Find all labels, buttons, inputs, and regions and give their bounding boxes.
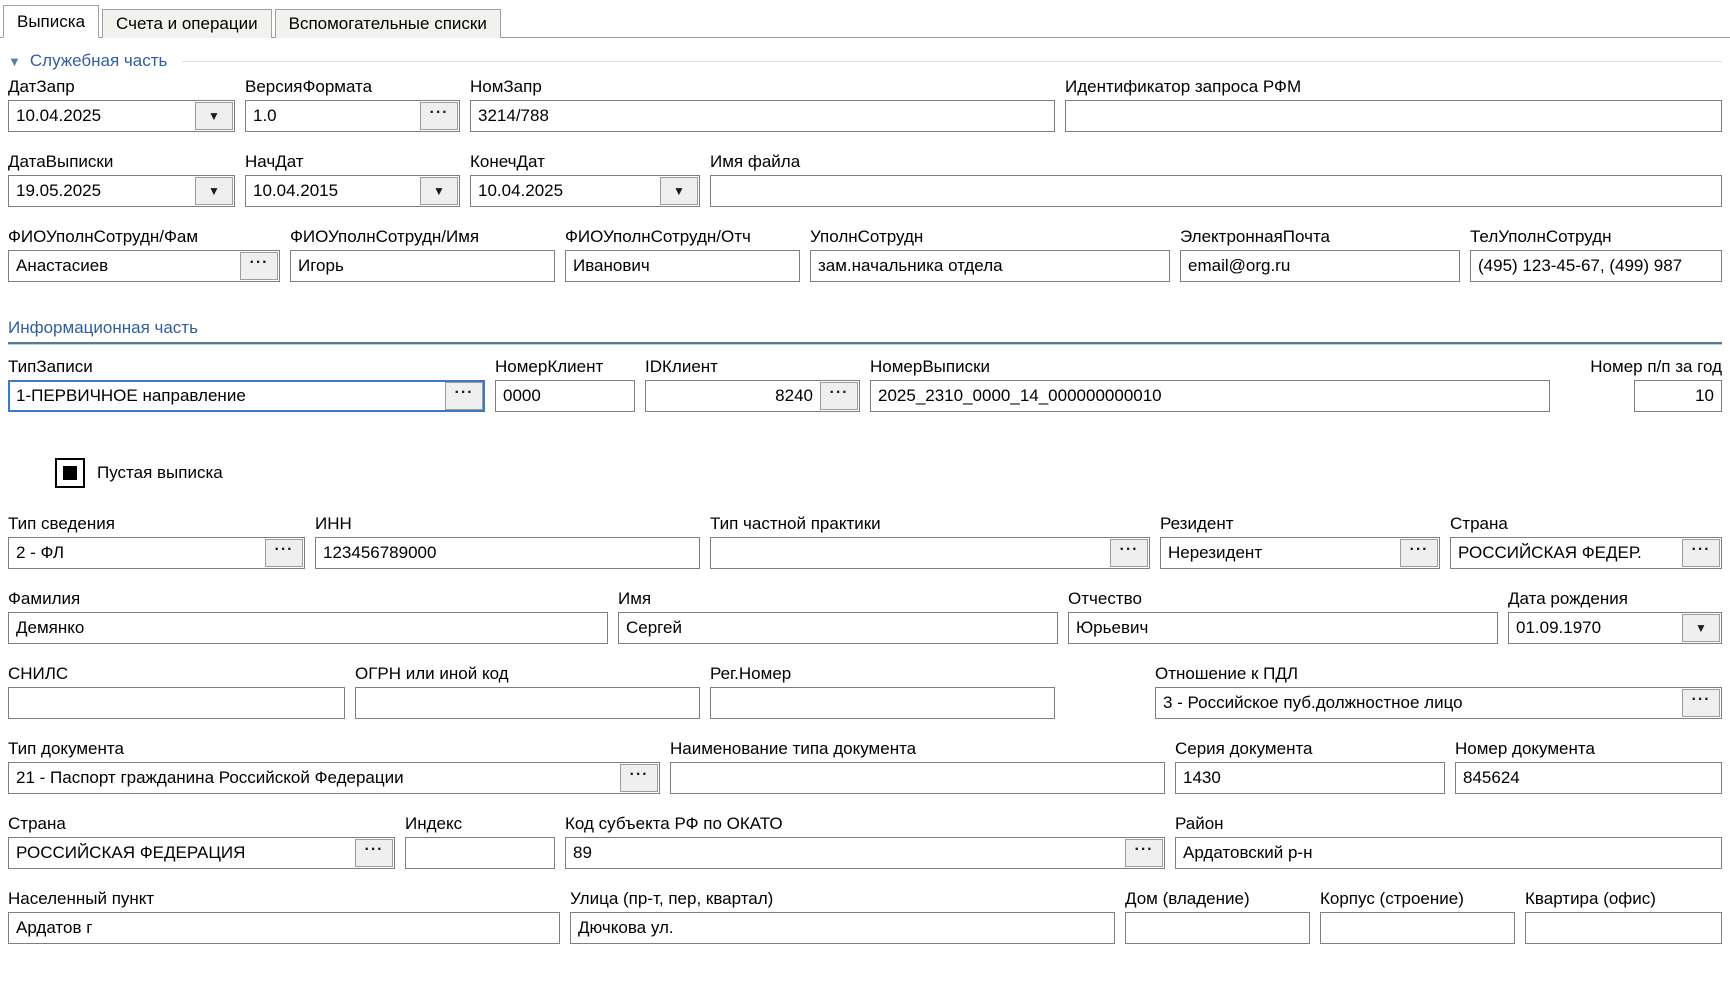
- seriya-dokumenta-input[interactable]: [1177, 764, 1443, 792]
- field-label: Идентификатор запроса РФМ: [1065, 77, 1302, 96]
- field-label: Имя файла: [710, 152, 801, 171]
- field-imya-faila: [710, 152, 1722, 207]
- ellipsis-icon: ···: [274, 541, 294, 558]
- ellipsis-icon: ···: [629, 766, 649, 783]
- snils-input[interactable]: [10, 689, 343, 717]
- ellipsis-icon: ···: [1134, 841, 1154, 858]
- ellipsis-icon: ···: [249, 254, 269, 271]
- konech-dat-combobox: [470, 175, 700, 207]
- okato-browse-button[interactable]: [1125, 839, 1163, 867]
- field-label: Дом (владение): [1125, 889, 1250, 908]
- tip-zapisi-picker: [8, 380, 485, 412]
- nom-zapr-textbox: [470, 100, 1055, 132]
- strana-fl-browse-button[interactable]: [1682, 539, 1720, 567]
- field-snils: [8, 664, 345, 719]
- field-label: Тип частной практики: [710, 514, 881, 533]
- section-header-info: [8, 318, 1722, 338]
- raion-textbox: [1175, 837, 1722, 869]
- tab-label: Вспомогательные списки: [288, 14, 487, 33]
- field-label: ИНН: [315, 514, 352, 533]
- data-rozhdeniya-dropdown-button[interactable]: [1682, 614, 1720, 642]
- identifikator-rfm-input[interactable]: [1067, 102, 1720, 130]
- ulitsa-textbox: [570, 912, 1115, 944]
- versiya-formata-picker: [245, 100, 460, 132]
- fio-fam-picker: [8, 250, 280, 282]
- form-row: [0, 357, 1730, 412]
- field-ulitsa: [570, 889, 1115, 944]
- pdl-picker: [1155, 687, 1722, 719]
- field-upoln-sotrudn: [810, 227, 1170, 282]
- data-rozhdeniya-combobox: [1508, 612, 1722, 644]
- ellipsis-icon: ···: [364, 841, 384, 858]
- field-data-rozhdeniya: [1508, 589, 1722, 644]
- fio-imya-textbox: [290, 250, 555, 282]
- field-email: [1180, 227, 1460, 282]
- tab-scheta-i-operacii[interactable]: [102, 9, 272, 38]
- id-klient-picker: [645, 380, 860, 412]
- kvartira-input[interactable]: [1527, 914, 1720, 942]
- dat-zapr-dropdown-button[interactable]: [195, 102, 233, 130]
- korpus-input[interactable]: [1322, 914, 1513, 942]
- field-kvartira: [1525, 889, 1722, 944]
- field-tip-zapisi: [8, 357, 485, 412]
- tip-praktiki-browse-button[interactable]: [1110, 539, 1148, 567]
- field-fio-fam: [8, 227, 280, 282]
- field-label: Наименование типа документа: [670, 739, 917, 758]
- field-label: Отношение к ПДЛ: [1155, 664, 1299, 683]
- field-label: Индекс: [405, 814, 463, 833]
- data-vypiski-dropdown-button[interactable]: [195, 177, 233, 205]
- tip-dokumenta-input[interactable]: [10, 764, 619, 792]
- pdl-input[interactable]: [1157, 689, 1681, 717]
- field-label: ОГРН или иной код: [355, 664, 509, 683]
- chevron-down-icon: ▼: [1695, 621, 1707, 635]
- strana-adr-picker: [8, 837, 395, 869]
- imya-faila-textbox: [710, 175, 1722, 207]
- field-tip-svedeniya: [8, 514, 305, 569]
- form-row: [0, 152, 1730, 207]
- field-tip-praktiki: [710, 514, 1150, 569]
- naimenovanie-tipa-dokumenta-textbox: [670, 762, 1165, 794]
- dom-input[interactable]: [1127, 914, 1308, 942]
- form-row: [0, 814, 1730, 869]
- upoln-sotrudn-textbox: [810, 250, 1170, 282]
- field-id-klient: [645, 357, 860, 412]
- fio-otch-textbox: [565, 250, 800, 282]
- field-ogrn: [355, 664, 700, 719]
- upoln-sotrudn-input[interactable]: [812, 252, 1168, 280]
- field-dat-zapr: [8, 77, 235, 132]
- rezident-browse-button[interactable]: [1400, 539, 1438, 567]
- field-label: ТелУполнСотрудн: [1470, 227, 1612, 246]
- field-label: ВерсияФормата: [245, 77, 373, 96]
- seriya-dokumenta-textbox: [1175, 762, 1445, 794]
- dat-zapr-combobox: [8, 100, 235, 132]
- field-label: Серия документа: [1175, 739, 1313, 758]
- dat-zapr-input[interactable]: [10, 102, 194, 130]
- field-label: Дата рождения: [1508, 589, 1628, 608]
- tab-vspomogatelnye-spiski[interactable]: [275, 9, 501, 38]
- tel-textbox: [1470, 250, 1722, 282]
- tel-input[interactable]: [1472, 252, 1720, 280]
- data-vypiski-combobox: [8, 175, 235, 207]
- field-label: Резидент: [1160, 514, 1234, 533]
- ellipsis-icon: ···: [1691, 541, 1711, 558]
- field-label: Тип сведения: [8, 514, 115, 533]
- nomer-klient-input[interactable]: [497, 382, 633, 410]
- tip-svedeniya-browse-button[interactable]: [265, 539, 303, 567]
- field-okato: [565, 814, 1165, 869]
- field-label: Номер п/п за год: [1590, 357, 1722, 376]
- ulitsa-input[interactable]: [572, 914, 1113, 942]
- field-strana-adr: [8, 814, 395, 869]
- field-label: Имя: [618, 589, 652, 608]
- field-raion: [1175, 814, 1722, 869]
- tip-zapisi-browse-button[interactable]: [445, 382, 483, 410]
- form-row: [0, 889, 1730, 944]
- field-indeks: [405, 814, 555, 869]
- okato-picker: [565, 837, 1165, 869]
- field-label: ФИОУполнСотрудн/Отч: [565, 227, 751, 246]
- tip-svedeniya-input[interactable]: [10, 539, 264, 567]
- field-label: Корпус (строение): [1320, 889, 1464, 908]
- snils-textbox: [8, 687, 345, 719]
- chevron-down-icon: ▼: [208, 109, 220, 123]
- field-label: Рег.Номер: [710, 664, 792, 683]
- field-naimenovanie-tipa-dokumenta: [670, 739, 1165, 794]
- nach-dat-dropdown-button[interactable]: [420, 177, 458, 205]
- konech-dat-dropdown-button[interactable]: [660, 177, 698, 205]
- indeks-textbox: [405, 837, 555, 869]
- empty-vypiska-row: [55, 458, 1730, 488]
- email-input[interactable]: [1182, 252, 1458, 280]
- field-label: КонечДат: [470, 152, 545, 171]
- strana-adr-browse-button[interactable]: [355, 839, 393, 867]
- field-label: Страна: [1450, 514, 1508, 533]
- data-vypiski-input[interactable]: [10, 177, 194, 205]
- field-label: Квартира (офис): [1525, 889, 1656, 908]
- form-row: [0, 514, 1730, 569]
- naimenovanie-tipa-dokumenta-input[interactable]: [672, 764, 1163, 792]
- field-label: УполнСотрудн: [810, 227, 924, 246]
- tip-zapisi-input[interactable]: [10, 382, 444, 410]
- field-label: ДатЗапр: [8, 77, 75, 96]
- versiya-formata-browse-button[interactable]: [420, 102, 458, 130]
- form-row: [0, 77, 1730, 132]
- nomer-dokumenta-input[interactable]: [1457, 764, 1720, 792]
- field-label: Улица (пр-т, пер, квартал): [570, 889, 774, 908]
- field-nomer-pp-za-god: [1587, 357, 1722, 412]
- field-tip-dokumenta: [8, 739, 660, 794]
- korpus-textbox: [1320, 912, 1515, 944]
- pdl-browse-button[interactable]: [1682, 689, 1720, 717]
- ellipsis-icon: ···: [454, 384, 474, 401]
- field-label: Тип документа: [8, 739, 124, 758]
- field-fio-otch: [565, 227, 800, 282]
- id-klient-input[interactable]: [647, 382, 819, 410]
- nomer-klient-textbox: [495, 380, 635, 412]
- empty-vypiska-checkbox[interactable]: [55, 458, 85, 488]
- otchestvo-input[interactable]: [1070, 614, 1496, 642]
- collapse-triangle-icon[interactable]: ▼: [8, 53, 21, 69]
- data-rozhdeniya-input[interactable]: [1510, 614, 1681, 642]
- field-data-vypiski: [8, 152, 235, 207]
- konech-dat-input[interactable]: [472, 177, 659, 205]
- kvartira-textbox: [1525, 912, 1722, 944]
- dom-textbox: [1125, 912, 1310, 944]
- field-label: Отчество: [1068, 589, 1142, 608]
- tab-label: Выписка: [17, 11, 86, 31]
- nomer-pp-textbox: [1634, 380, 1722, 412]
- naselennyi-punkt-textbox: [8, 912, 560, 944]
- field-nomer-dokumenta: [1455, 739, 1722, 794]
- field-inn: [315, 514, 700, 569]
- fio-otch-input[interactable]: [567, 252, 798, 280]
- field-label: НомЗапр: [470, 77, 542, 96]
- checkbox-checked-mark-icon: [63, 466, 77, 480]
- field-label: НомерВыписки: [870, 357, 991, 376]
- ogrn-textbox: [355, 687, 700, 719]
- field-label: НомерКлиент: [495, 357, 604, 376]
- field-label: ФИОУполнСотрудн/Имя: [290, 227, 480, 246]
- versiya-formata-input[interactable]: [247, 102, 419, 130]
- field-label: ДатаВыписки: [8, 152, 114, 171]
- form-row: [0, 664, 1730, 719]
- field-pdl: [1155, 664, 1722, 719]
- field-label: Район: [1175, 814, 1224, 833]
- field-label: IDКлиент: [645, 357, 718, 376]
- field-rezident: [1160, 514, 1440, 569]
- field-identifikator-rfm: [1065, 77, 1722, 132]
- section-title: Служебная часть: [29, 51, 168, 70]
- identifikator-rfm-textbox: [1065, 100, 1722, 132]
- tip-svedeniya-picker: [8, 537, 305, 569]
- field-label: НачДат: [245, 152, 304, 171]
- strana-adr-input[interactable]: [10, 839, 354, 867]
- form-row: [0, 739, 1730, 794]
- field-tel: [1470, 227, 1722, 282]
- ellipsis-icon: ···: [829, 384, 849, 401]
- tab-label: Счета и операции: [116, 14, 258, 33]
- email-textbox: [1180, 250, 1460, 282]
- nach-dat-combobox: [245, 175, 460, 207]
- reg-nomer-input[interactable]: [712, 689, 1053, 717]
- tip-dokumenta-browse-button[interactable]: [620, 764, 658, 792]
- okato-input[interactable]: [567, 839, 1124, 867]
- field-nach-dat: [245, 152, 460, 207]
- strana-fl-input[interactable]: [1452, 539, 1681, 567]
- field-label: ТипЗаписи: [8, 357, 93, 376]
- field-seriya-dokumenta: [1175, 739, 1445, 794]
- nomer-dokumenta-textbox: [1455, 762, 1722, 794]
- imya-input[interactable]: [620, 614, 1056, 642]
- field-label: ЭлектроннаяПочта: [1180, 227, 1330, 246]
- tab-bar: [0, 0, 1730, 38]
- field-label: Номер документа: [1455, 739, 1595, 758]
- field-nomer-klient: [495, 357, 635, 412]
- tip-dokumenta-picker: [8, 762, 660, 794]
- field-label: ФИОУполнСотрудн/Фам: [8, 227, 199, 246]
- strana-fl-picker: [1450, 537, 1722, 569]
- tip-praktiki-input[interactable]: [712, 539, 1109, 567]
- chevron-down-icon: ▼: [208, 184, 220, 198]
- familiya-textbox: [8, 612, 608, 644]
- ellipsis-icon: ···: [429, 104, 449, 121]
- chevron-down-icon: ▼: [433, 184, 445, 198]
- field-label: Населенный пункт: [8, 889, 155, 908]
- naselennyi-punkt-input[interactable]: [10, 914, 558, 942]
- familiya-input[interactable]: [10, 614, 606, 642]
- inn-textbox: [315, 537, 700, 569]
- form-row: [0, 227, 1730, 282]
- fio-fam-browse-button[interactable]: [240, 252, 278, 280]
- indeks-input[interactable]: [407, 839, 553, 867]
- rezident-picker: [1160, 537, 1440, 569]
- id-klient-browse-button[interactable]: [820, 382, 858, 410]
- nach-dat-input[interactable]: [247, 177, 419, 205]
- tab-vypiska[interactable]: [3, 5, 99, 38]
- inn-input[interactable]: [317, 539, 698, 567]
- ellipsis-icon: ···: [1691, 691, 1711, 708]
- section-title: Информационная часть: [8, 318, 198, 337]
- form-row: [0, 589, 1730, 644]
- field-label: Фамилия: [8, 589, 81, 608]
- section-header-service: [8, 51, 1722, 71]
- field-label: Код субъекта РФ по ОКАТО: [565, 814, 783, 833]
- section-underline: [8, 342, 1722, 345]
- field-reg-nomer: [710, 664, 1055, 719]
- ellipsis-icon: ···: [1409, 541, 1429, 558]
- imya-textbox: [618, 612, 1058, 644]
- field-familiya: [8, 589, 608, 644]
- field-nomer-vypiski: [870, 357, 1550, 412]
- field-label: Страна: [8, 814, 66, 833]
- rezident-input[interactable]: [1162, 539, 1399, 567]
- section-rule: [182, 61, 1722, 62]
- imya-faila-input[interactable]: [712, 177, 1720, 205]
- nomer-vypiski-textbox: [870, 380, 1550, 412]
- field-dom: [1125, 889, 1310, 944]
- field-naselennyi-punkt: [8, 889, 560, 944]
- field-label: СНИЛС: [8, 664, 69, 683]
- checkbox-label: Пустая выписка: [97, 463, 223, 482]
- ogrn-input[interactable]: [357, 689, 698, 717]
- reg-nomer-textbox: [710, 687, 1055, 719]
- fio-fam-input[interactable]: [10, 252, 239, 280]
- field-imya: [618, 589, 1058, 644]
- raion-input[interactable]: [1177, 839, 1720, 867]
- ellipsis-icon: ···: [1119, 541, 1139, 558]
- nomer-pp-input[interactable]: [1636, 382, 1720, 410]
- field-konech-dat: [470, 152, 700, 207]
- field-versiya-formata: [245, 77, 460, 132]
- field-otchestvo: [1068, 589, 1498, 644]
- tip-praktiki-picker: [710, 537, 1150, 569]
- field-fio-imya: [290, 227, 555, 282]
- field-korpus: [1320, 889, 1515, 944]
- nom-zapr-input[interactable]: [472, 102, 1053, 130]
- nomer-vypiski-input[interactable]: [872, 382, 1548, 410]
- otchestvo-textbox: [1068, 612, 1498, 644]
- field-nom-zapr: [470, 77, 1055, 132]
- chevron-down-icon: ▼: [673, 184, 685, 198]
- fio-imya-input[interactable]: [292, 252, 553, 280]
- field-strana-fl: [1450, 514, 1722, 569]
